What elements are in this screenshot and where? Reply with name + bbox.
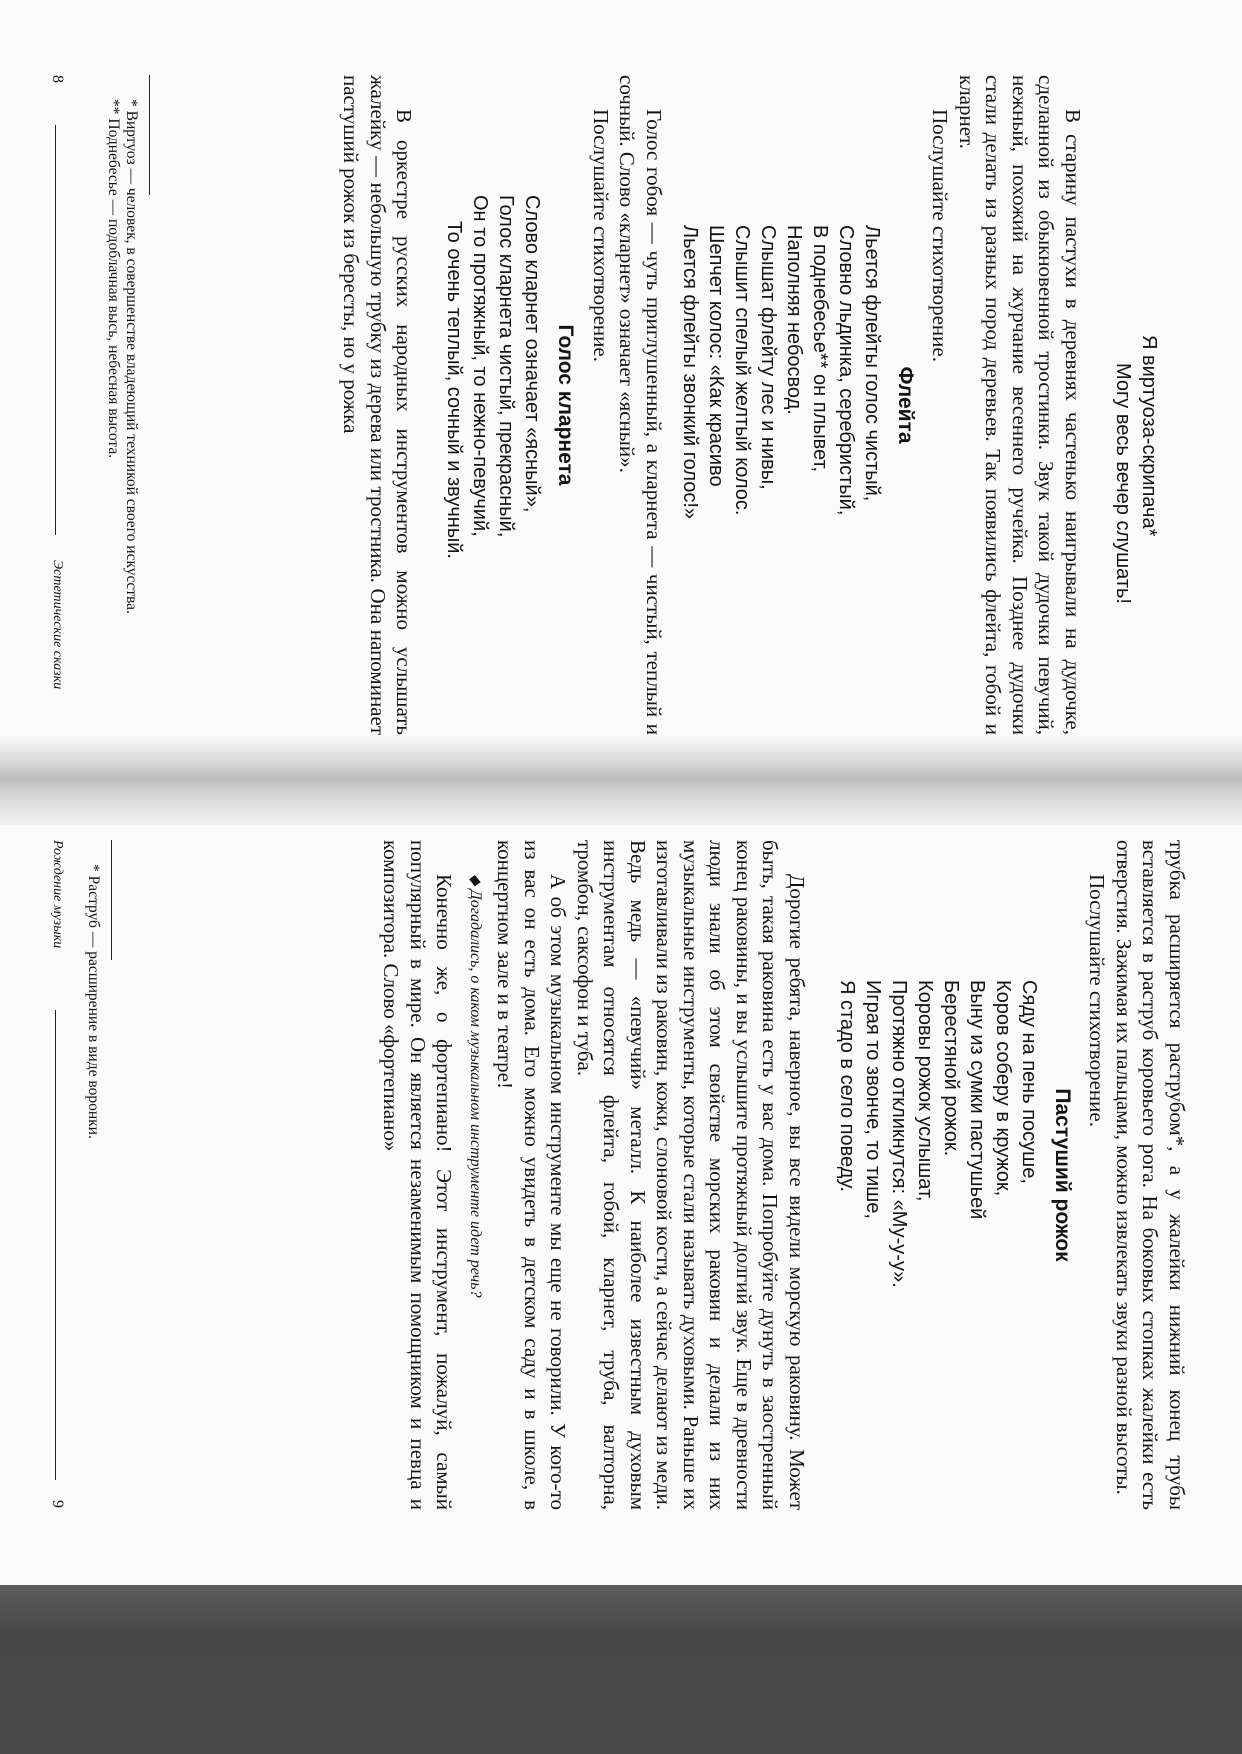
poem-line: Он то протяжный, то нежно-певучий, <box>469 195 492 537</box>
paragraph: Конечно же, о фортепиано! Этот инструмент, пожалуй, самый популярный в мире. Он является незаменимым помощником и певца и композитора. Слово «фортепиано» <box>379 840 457 1510</box>
page-number: 9 <box>49 1500 66 1508</box>
page-bottom-rule <box>55 1010 56 1480</box>
page-bottom-rule <box>55 125 56 535</box>
footnote: * Раструб — расширение в виде воронки. <box>85 864 102 1139</box>
paragraph: В оркестре русских народных инструментов можно услышать жалейку — небольшую трубку из дерева или тростника. Она напоминает пастуший рожок из бересты, но у рожка <box>339 75 417 735</box>
poem-line: Коров соберу в кружок, <box>992 980 1014 1197</box>
poem-line: Я стадо в село поведу. <box>836 980 858 1192</box>
flute-poem <box>677 225 885 735</box>
question-text: Догадались, о каком музыкальном инструменте идет речь? <box>467 889 484 1298</box>
footnotes-left <box>104 75 140 735</box>
horn-poem <box>834 980 1042 1510</box>
poem-line: Слышит спелый желтый колос. <box>731 225 753 516</box>
footnote: * Виртуоз — человек, в совершенстве владеющий техникой своего искусства. <box>123 99 140 614</box>
poem-line: Протяжно откликнутся: «Му-у-у». <box>888 980 910 1288</box>
footnote-rule <box>111 840 112 960</box>
paragraph: Послушайте стихотворение. <box>589 109 613 362</box>
diamond-bullet-icon: ◆ <box>467 874 483 886</box>
poem-line: Льется флейты голос чистый, <box>861 225 883 502</box>
paragraph: трубка расширяется раструбом*, а у жалейки нижний конец трубы вставляется в раструб коровьего рога. На боковых стопках жалейки есть отверстия. Зажимая их пальцами, можно извлекать звуки разной высоты. <box>1112 840 1189 1510</box>
paragraph: Послушайте стихотворение. <box>1085 874 1110 1127</box>
page-left <box>0 0 1242 780</box>
clarinet-poem <box>442 195 546 735</box>
poem-line: В поднебесье** он плывет, <box>809 225 831 473</box>
paragraph: Голос гобоя — чуть приглушенный, а кларнета — чистый, теплый и сочный. Слово «кларнет» означает «ясный». <box>615 75 666 735</box>
poem-title-flute: Флейта <box>894 366 917 444</box>
poem-line: Я виртуоза-скрипача* <box>1138 335 1160 537</box>
question-line <box>462 840 489 1510</box>
running-title: Рождение музыки <box>50 840 65 949</box>
page-right-body <box>40 840 1190 1510</box>
scanner-background <box>0 1585 1242 1754</box>
page-left-body <box>40 75 1190 735</box>
poem-line: Словно льдинка, серебристый, <box>835 225 857 516</box>
poem-line: Коровы рожок услышат, <box>914 980 936 1202</box>
poem-line: Голос кларнета чистый, прекрасный, <box>495 195 518 538</box>
poem-line: Могу весь вечер слушать! <box>1112 363 1134 604</box>
page-number: 8 <box>49 75 66 83</box>
poem-line: Льется флейты звонкий голос!» <box>679 225 701 520</box>
paragraph: Послушайте стихотворение. <box>928 109 953 362</box>
page-right <box>0 800 1242 1585</box>
poem-title-clarinet: Голос кларнета <box>554 324 578 486</box>
poem-title-horn: Пастуший рожок <box>1051 1088 1074 1262</box>
poem-line: Шепчет колос: «Как красиво <box>705 225 727 487</box>
poem-line: Выну из сумки пастушьей <box>966 980 988 1220</box>
opening-poem <box>1110 335 1162 735</box>
paragraph: А об этом музыкальном инструменте мы еще не говорили. У кого-то из вас он есть дома. Его можно увидеть в детском саду и в школе, в концертном зале и в театре! <box>493 840 571 1510</box>
poem-line: Слышат флейту лес и нивы, <box>757 225 779 490</box>
footnotes-right <box>84 840 102 1510</box>
poem-line: Сяду на пень посуше, <box>1018 980 1040 1184</box>
footnote: ** Поднебесье — подоблачная высь, небесная высота. <box>105 99 122 459</box>
poem-line: То очень теплый, сочный и звучный. <box>443 221 466 559</box>
poem-line: Слово кларнет означает «ясный», <box>521 195 544 513</box>
poem-line: Берестяной рожок. <box>940 980 962 1157</box>
footnote-rule <box>149 75 150 195</box>
poem-line: Играя то звонче, то тише, <box>862 980 884 1219</box>
running-title: Эстетические сказки <box>50 560 65 690</box>
paragraph: В старину пастухи в деревнях частенько наигрывали на дудочке, сделанной из обыкновенной тростинки. Звук такой дудочки певучий, нежный, похожий на журчание весеннего ручейка. Позднее дудочки стали делать из разных пород деревьев. Так появились флейта, гобой и кларнет. <box>955 75 1085 735</box>
paragraph: Дорогие ребята, наверное, вы все видели морскую раковину. Может быть, такая раковина есть у вас дома. Попробуйте дунуть в заостренный конец раковины, и вы услышите протяжный долгий звук. Еще в древности люди знали об этом свойстве морских раковин и делали из них музыкальные инструменты, которые стали называть духовыми. Раньше их изготавливали из раковин, кожи, слоновой кости, а сейчас делают из меди. Ведь медь — «певучий» металл. К наиболее известным духовым инструментам относятся флейта, гобой, кларнет, труба, валторна, тромбон, саксофон и туба. <box>573 840 809 1510</box>
poem-line: Наполняя небосвод. <box>783 225 805 415</box>
